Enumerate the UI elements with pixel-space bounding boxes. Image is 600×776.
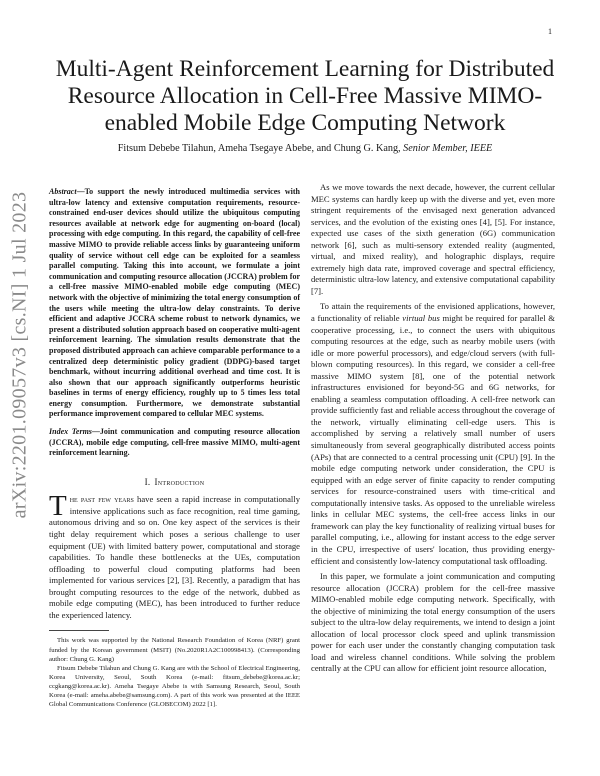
index-terms-text: —Joint communication and computing resource allocation (JCCRA), mobile edge computing, cell-free massive MIMO, multi-agent reinforcement learning. bbox=[49, 427, 300, 458]
body-text: might be required for parallel & cooperative processing, i.e., to connect the users with ubiquitous computing resources at the edge, such as nearby mobile users (with idle or more powerful processors), and edge/cloud servers (with full-blown computing resources). In this regard, we consider a cell-free massive MIMO system [8], one of the potential network infrastructures envisioned for beyond-5G and 6G networks, for enabling a seamless computation offloading. A cell-free network can provide sufficiently fast and reliable access throughout the coverage of the network, virtually eliminating cell-edge users. This is accomplished by serving a relatively small number of users simultaneously from several geographically distributed access points (APs) that are connected to a central processing unit (CPU) [9]. In the mobile edge computing network under consideration, the CPU is equipped with an edge server of finite capacity to render computing services for resource-constrained users with time-critical and computationally intensive tasks. As opposed to the unreliable wireless links in cellular MEC systems, the cell-free access links in our framework can play the key functionality of realizing virtual buses for parallel computing, i.e., allowing for instant access to the edge server in the CPU, irrespective of users' location, thus providing energy-efficient and consistently low-latency computational task offloading. bbox=[311, 313, 555, 566]
footnote-divider bbox=[49, 630, 109, 631]
right-column bbox=[311, 182, 555, 675]
section-number: I. bbox=[144, 476, 151, 487]
index-terms bbox=[49, 427, 300, 459]
section-title: Introduction bbox=[154, 476, 205, 487]
body-paragraph: As we move towards the next decade, however, the current cellular MEC systems can hardly keep up with the diverse and yet, even more stringent requirements of the envisaged next generation advanced services, and the evolution of the existing ones [4], [5]. For instance, expected use cases of the sixth generation (6G) communication network [6], such as multi-sensory extended reality (augmented, virtual, and mixed reality), and holographic displays, require extremely high data rate, improved coverage and spectral efficiency, deterministic ultra-low latency, and extensive computational capability [7]. bbox=[311, 182, 555, 296]
footnote-affiliations: Fitsum Debebe Tilahun and Chung G. Kang are with the School of Electrical Engineering, Korea University, Seoul, South Korea (e-mail: fitsum_debebe@korea.ac.kr; ccgkang@korea.ac.kr). Ameha Tsegaye Abebe is with Samsung Research, Seoul, South Korea (e-mail: ameha.abebe@samsung.com). A part of this work was presented at the IEEE Global Communications Conference (GLOBECOM) 2022 [1]. bbox=[49, 664, 300, 709]
author-names: Fitsum Debebe Tilahun, Ameha Tsegaye Abebe, and Chung G. Kang, bbox=[117, 143, 401, 154]
index-terms-label: Index Terms bbox=[49, 427, 92, 437]
paper-title: Multi-Agent Reinforcement Learning for Distributed Resource Allocation in Cell-Free Massive MIMO-enabled Mobile Edge Computing Network bbox=[55, 56, 555, 136]
intro-paragraph bbox=[49, 490, 300, 621]
arxiv-identifier-text: arXiv:2201.09057v3 [cs.NI] 1 Jul 2023 bbox=[8, 191, 31, 519]
page-number: 1 bbox=[548, 27, 552, 36]
arxiv-identifier bbox=[0, 120, 40, 590]
emphasis-text: virtual bus bbox=[402, 313, 440, 324]
author-line bbox=[40, 143, 570, 154]
body-paragraph bbox=[311, 301, 555, 567]
left-column bbox=[49, 187, 300, 709]
body-text: To attain the requirements of the envisioned applications, however, a functionality of reliable bbox=[311, 301, 555, 324]
abstract-label: Abstract bbox=[49, 187, 77, 196]
author-membership: Senior Member, IEEE bbox=[403, 143, 493, 154]
intro-lead-words: he past few years bbox=[69, 494, 134, 505]
body-paragraph: In this paper, we formulate a joint communication and computing resource allocation (JCCRA) problem for the cell-free massive MIMO-enabled mobile edge computing network. Specifically, with the objective of minimizing the total energy consumption of the users subject to the ultra-low delay requirements, we intend to design a joint allocation of local processor clock speed and uplink transmission power for each user under the constantly changing computation task load and wireless channel conditions. While solving the problem centrally at the CPU can allow for efficient joint resource allocation, bbox=[311, 571, 555, 674]
drop-cap: T bbox=[49, 490, 67, 523]
abstract bbox=[49, 187, 300, 420]
section-heading bbox=[49, 477, 300, 489]
abstract-text: —To support the newly introduced multimedia services with ultra-low latency and extensive computation requirements, resource-constrained end-user devices should utilize the ubiquitous computing resources available at network edge for augmenting on-board (local) processing with edge computing. In this regard, the capability of cell-free massive MIMO to provide reliable access links by guaranteeing uniform quality of service without cell edge can be exploited for a seamless parallel computing. Taking this into account, we formulate a joint communication and computing resource allocation (JCCRA) problem for a cell-free massive MIMO-enabled mobile edge computing (MEC) network with the objective of minimizing the total energy consumption of the users while meeting the ultra-low delay constraints. To derive efficient and adaptive JCCRA scheme robust to network dynamics, we present a distributed solution approach based on cooperative multi-agent reinforcement learning. The simulation results demonstrate that the proposed distributed approach can achieve comparable performance to a centralized deep deterministic policy gradient (DDPG)-based target benchmark, without incurring additional overhead and time cost. It is also shown that our approach significantly outperforms heuristic baselines in terms of energy efficiency, roughly up to 5 times less total energy consumption. Furthermore, we demonstrate substantial performance improvement compared to cellular MEC systems. bbox=[49, 187, 300, 419]
footnote-funding: This work was supported by the National Research Foundation of Korea (NRF) grant funded by the Korean government (MSIT) (No.2020R1A2C100998413). (Corresponding author: Chung G. Kang) bbox=[49, 637, 300, 663]
intro-paragraph-text: have seen a rapid increase in computationally intensive applications such as face recognition, real time gaming, autonomous driving and so on. One key aspect of the services is their tight delay requirement which poses a serious challenge to user equipment (UE) with limited battery power, computational and storage capabilities. To handle these bottlenecks at the UEs, computation offloading to powerful cloud computing platforms had been implemented for various services [2], [3]. Recently, a paradigm that has brought computing resources to the edge of the network, dubbed as mobile edge computing (MEC), has been introduced to further reduce the experienced latency. bbox=[49, 494, 300, 620]
